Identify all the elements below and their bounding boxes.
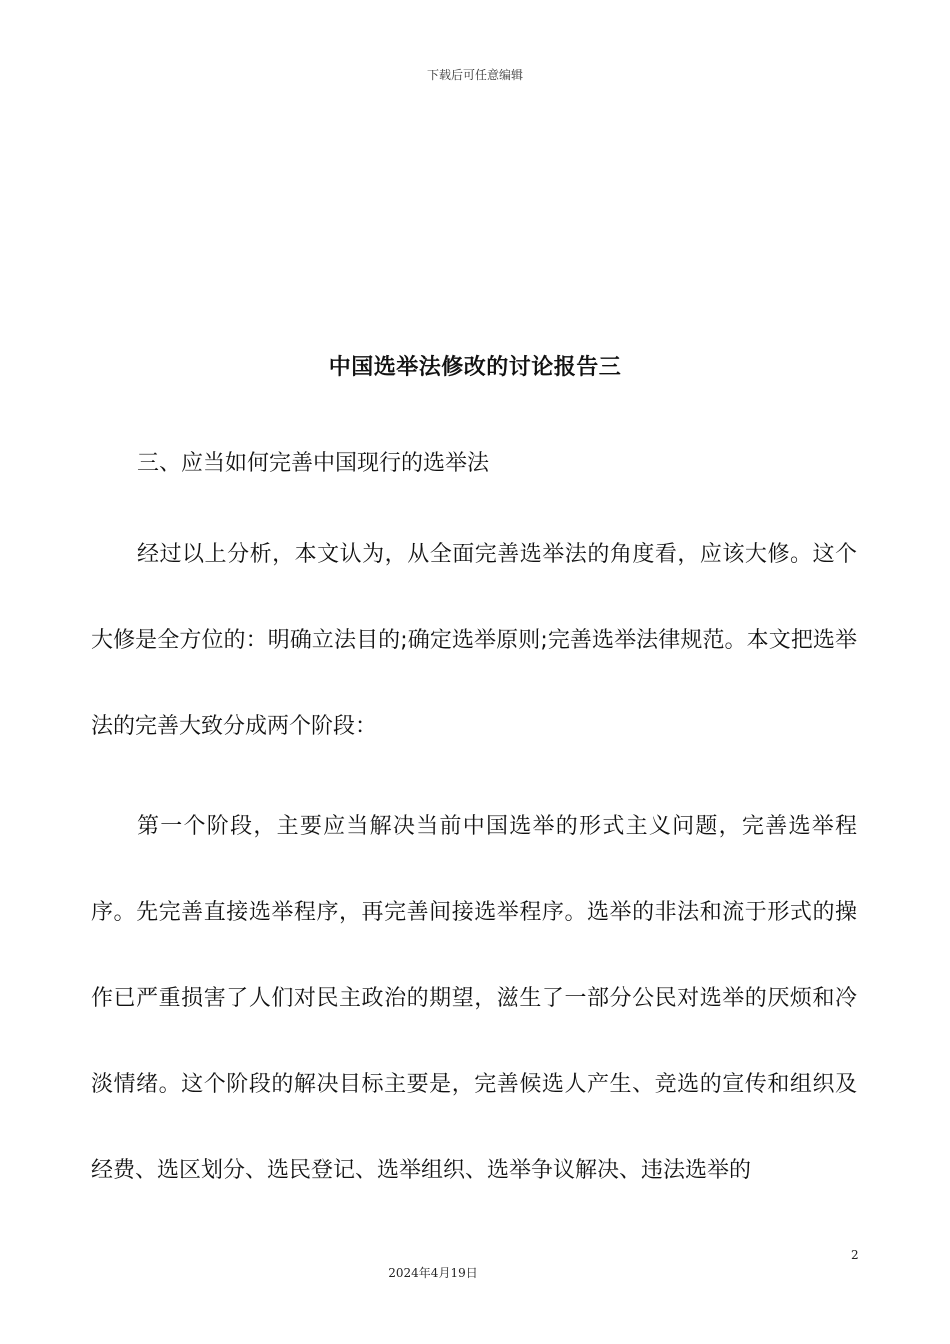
body-paragraph-2: 第一个阶段，主要应当解决当前中国选举的形式主义问题，完善选举程序。先完善直接选举程序，再完善间接选举程序。选举的非法和流于形式的操作已严重损害了人们对民主政治的期望，滋生了一部分公民对选举的厌烦和冷淡情绪。这个阶段的解决目标主要是，完善候选人产生、竞选的宣传和组织及经费、选区划分、选民登记、选举组织、选举争议解决、违法选举的 (91, 814, 857, 1183)
footer-date: 2024年4月19日 (388, 1266, 478, 1280)
section-heading: 三、应当如何完善中国现行的选举法 (137, 451, 490, 476)
document-title: 中国选举法修改的讨论报告三 (328, 355, 622, 380)
page-number: 2 (851, 1248, 859, 1262)
page-header-note: 下载后可任意编辑 (426, 68, 523, 82)
body-paragraph-1: 经过以上分析，本文认为，从全面完善选举法的角度看，应该大修。这个大修是全方位的：明确立法目的;确定选举原则;完善选举法律规范。本文把选举法的完善大致分成两个阶段： (91, 542, 857, 739)
